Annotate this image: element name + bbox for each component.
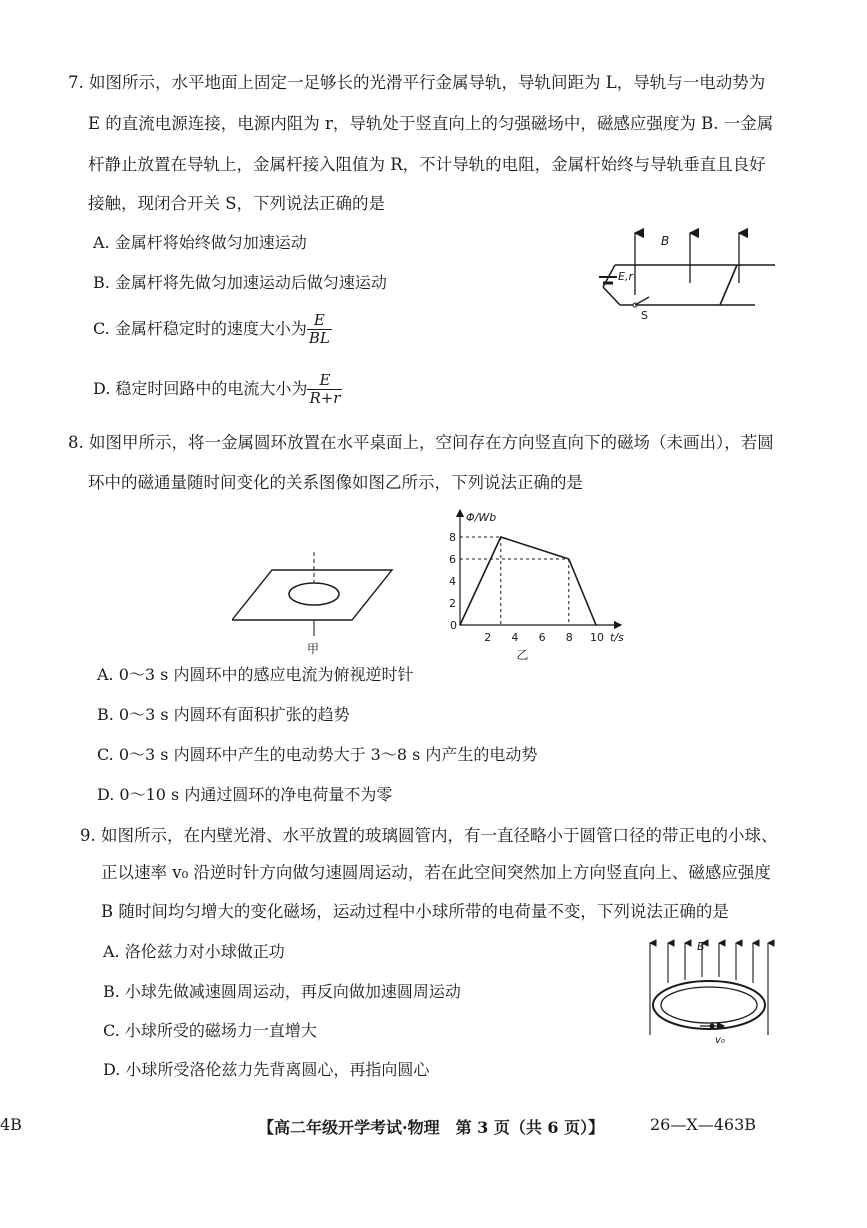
y-axis-label: Φ/Wb — [466, 511, 497, 524]
x-tick-label: 2 — [484, 631, 492, 644]
q9-stem-line-3: B 随时间均匀增大的变化磁场，运动过程中小球所带的电荷量不变，下列说法正确的是 — [101, 902, 729, 921]
q7-stem-line-4: 接触，现闭合开关 S，下列说法正确的是 — [88, 194, 386, 213]
q7-stem-line-2: E 的直流电源连接，电源内阻为 r，导轨处于竖直向上的匀强磁场中，磁感应强度为 B. 一金属 — [88, 114, 774, 133]
data-point — [568, 558, 570, 560]
q7-option-c-numerator: E — [307, 312, 332, 330]
x-tick-label: 4 — [511, 631, 519, 644]
q9-option-a: A. 洛伦兹力对小球做正功 — [103, 942, 285, 961]
q8-table-plane — [232, 570, 392, 620]
q8-fig-yi-label: 乙 — [516, 648, 529, 660]
q9-b-label: B — [697, 940, 705, 953]
q9-ring-tube-diagram — [640, 935, 775, 1050]
q8-option-a: A. 0～3 s 内圆环中的感应电流为俯视逆时针 — [97, 665, 414, 684]
q7-b-label: B — [661, 234, 670, 248]
q7-option-d-fraction — [307, 372, 342, 407]
q9-v0-label: v₀ — [715, 1035, 725, 1046]
q7-option-c-text: C. 金属杆稳定时的速度大小为 — [93, 319, 307, 338]
data-point — [500, 536, 502, 538]
q7-option-c — [93, 312, 332, 347]
q8-option-b: B. 0～3 s 内圆环有面积扩张的趋势 — [97, 705, 350, 724]
q7-stem-line-1: 7. 如图所示，水平地面上固定一足够长的光滑平行金属导轨，导轨间距为 L，导轨与一电动势为 — [68, 73, 766, 92]
data-point — [459, 624, 461, 626]
q8-option-c: C. 0～3 s 内圆环中产生的电动势大于 3～8 s 内产生的电动势 — [97, 745, 538, 764]
q7-rail-diagram — [595, 225, 785, 325]
q7-option-b: B. 金属杆将先做匀加速运动后做匀速运动 — [93, 273, 387, 292]
y-tick-label: 2 — [449, 597, 456, 610]
q7-option-d — [93, 372, 342, 407]
q8-stem-line-1: 8. 如图甲所示，将一金属圆环放置在水平桌面上，空间存在方向竖直向下的磁场（未画出），若圆 — [68, 433, 774, 452]
x-axis-label: t/s — [610, 631, 624, 644]
q8-fig-jia-label: 甲 — [307, 642, 320, 656]
data-point — [595, 624, 597, 626]
q9-stem-line-1: 9. 如图所示，在内壁光滑、水平放置的玻璃圆管内，有一直径略小于圆管口径的带正电的小球、 — [80, 826, 778, 845]
x-tick-label: 8 — [565, 631, 573, 644]
q7-metal-rod — [720, 265, 737, 305]
q9-tube-inner — [661, 987, 757, 1023]
q7-switch-label: S — [641, 309, 648, 322]
q7-stem-line-3: 杆静止放置在导轨上，金属杆接入阻值为 R，不计导轨的电阻，金属杆始终与导轨垂直且良好 — [88, 155, 766, 174]
q7-option-d-denominator: R+r — [309, 389, 341, 407]
x-tick-label: 10 — [590, 631, 604, 644]
q8-option-d: D. 0～10 s 内通过圆环的净电荷量不为零 — [97, 785, 393, 804]
footer-left-code: 4B — [0, 1115, 22, 1134]
q8-metal-ring — [289, 583, 339, 605]
q9-tube-outer — [653, 981, 765, 1029]
q7-option-c-fraction — [307, 312, 332, 347]
q9-stem-line-2: 正以速率 v₀ 沿逆时针方向做匀速圆周运动，若在此空间突然加上方向竖直向上、磁感应强度 — [101, 863, 771, 882]
y-tick-label: 4 — [449, 575, 456, 588]
q7-source-label: E,r — [618, 270, 633, 283]
series-line — [460, 537, 596, 625]
q7-option-c-denominator: BL — [308, 329, 330, 347]
q9-option-c: C. 小球所受的磁场力一直增大 — [103, 1021, 317, 1040]
q7-option-a: A. 金属杆将始终做匀加速运动 — [93, 233, 307, 252]
q7-option-d-numerator: E — [307, 372, 342, 390]
x-tick-label: 6 — [538, 631, 546, 644]
q8-ring-on-table-diagram — [232, 550, 402, 660]
y-tick-label: 6 — [449, 553, 456, 566]
q7-option-d-text: D. 稳定时回路中的电流大小为 — [93, 379, 308, 398]
y-tick-label: 8 — [449, 531, 456, 544]
q8-stem-line-2: 环中的磁通量随时间变化的关系图像如图乙所示，下列说法正确的是 — [88, 473, 583, 492]
footer-exam-code: 26—X—463B — [650, 1115, 757, 1134]
q8-flux-time-chart — [440, 505, 630, 660]
q9-option-b: B. 小球先做减速圆周运动，再反向做加速圆周运动 — [103, 982, 461, 1001]
footer-page-info: 【高二年级开学考试·物理 第 3 页（共 6 页）】 — [258, 1118, 605, 1137]
origin-label: 0 — [450, 619, 457, 632]
q9-option-d: D. 小球所受洛伦兹力先背离圆心，再指向圆心 — [103, 1060, 430, 1079]
